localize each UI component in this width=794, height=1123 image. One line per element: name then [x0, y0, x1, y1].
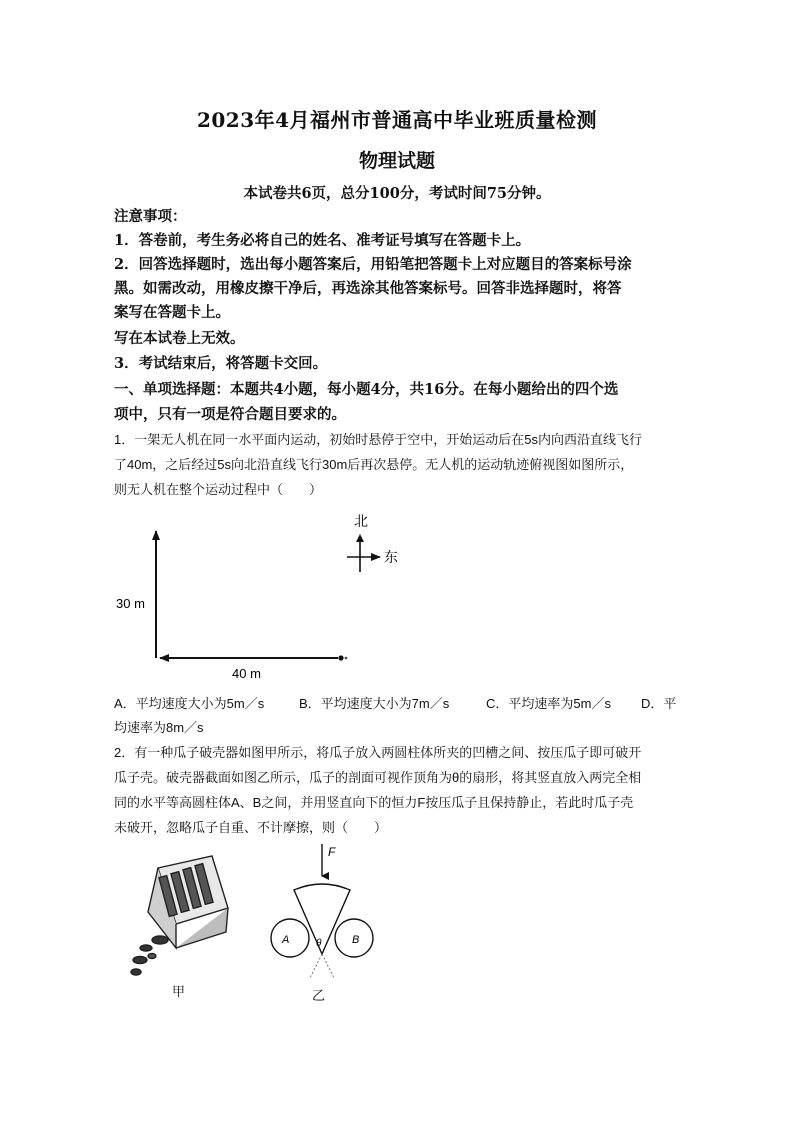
- q2-line-4: 未破开，忽略瓜子自重、不计摩擦，则（ ）: [114, 820, 388, 835]
- notes-item-2-line-1: 2．回答选择题时，选出每小题答案后，用铅笔把答题卡上对应题目的答案标号涂: [114, 256, 632, 273]
- exam-info: 本试卷共6页，总分100分，考试时间75分钟。: [243, 185, 551, 202]
- q2-line-3: 同的水平等高圆柱体A、B之间，并用竖直向下的恒力F按压瓜子且保持静止，若此时瓜子壳: [114, 795, 634, 810]
- compass-east-label: 东: [384, 549, 398, 565]
- q1-line-1: 1．一架无人机在同一水平面内运动，初始时悬停于空中，开始运动后在5s内向西沿直线飞行: [114, 432, 642, 447]
- notes-item-2-line-2: 黑。如需改动，用橡皮擦干净后，再选涂其他答案标号。回答非选择题时，将答: [114, 280, 622, 297]
- notes-item-2-line-3: 案写在答题卡上。: [114, 304, 230, 321]
- q1-choice-a[interactable]: A．平均速度大小为5m／s: [114, 696, 265, 711]
- q1-line-2: 了40m，之后经过5s向北沿直线飞行30m后再次悬停。无人机的运动轨迹俯视图如图所示，: [114, 457, 634, 472]
- q2-line-2: 瓜子壳。破壳器截面如图乙所示，瓜子的剖面可视作顶角为θ的扇形，将其竖直放入两完全相: [114, 770, 642, 785]
- vertical-distance-label: 30 m: [116, 596, 145, 611]
- cracker-device-illustration: [131, 856, 228, 975]
- q2-figure-jia: [120, 848, 240, 1003]
- cylinder-b-label: B: [352, 934, 360, 946]
- theta-label: θ: [316, 938, 322, 949]
- seed-sector: [294, 884, 350, 954]
- q2-figure-yi: [262, 840, 382, 1005]
- start-point: [338, 655, 343, 660]
- q1-line-3: 则无人机在整个运动过程中（ ）: [114, 482, 323, 497]
- q1-choice-d[interactable]: D．平: [641, 696, 677, 711]
- notes-item-2-line-4: 写在本试卷上无效。: [114, 330, 245, 347]
- notes-heading: 注意事项：: [114, 208, 187, 225]
- notes-item-1: 1．答卷前，考生务必将自己的姓名、准考证号填写在答题卡上。: [114, 232, 531, 249]
- force-label: F: [328, 845, 336, 859]
- cylinder-a: [271, 919, 309, 957]
- section-1-line-1: 一、单项选择题：本题共4小题，每小题4分，共16分。在每小题给出的四个选: [114, 381, 619, 398]
- compass-north-label: 北: [354, 513, 368, 529]
- figure-jia-label: 甲: [172, 984, 186, 999]
- q1-choices-line-2: 均速率为8m／s: [114, 720, 204, 735]
- q2-line-1: 2．有一种瓜子破壳器如图甲所示，将瓜子放入两圆柱体所夹的凹槽之间、按压瓜子即可破开: [114, 745, 642, 760]
- q1-trajectory-figure: [110, 505, 400, 685]
- q1-choice-b[interactable]: B．平均速度大小为7m／s: [299, 696, 450, 711]
- q1-choice-c[interactable]: C．平均速率为5m／s: [486, 696, 611, 711]
- figure-yi-label: 乙: [312, 988, 326, 1003]
- cylinder-a-label: A: [282, 934, 290, 946]
- exam-title: 2023年4月福州市普通高中毕业班质量检测: [196, 108, 598, 132]
- notes-item-3: 3．考试结束后，将答题卡交回。: [114, 355, 328, 372]
- exam-subtitle: 物理试题: [358, 150, 435, 172]
- horizontal-distance-label: 40 m: [232, 666, 261, 681]
- section-1-line-2: 项中，只有一项是符合题目要求的。: [114, 406, 346, 423]
